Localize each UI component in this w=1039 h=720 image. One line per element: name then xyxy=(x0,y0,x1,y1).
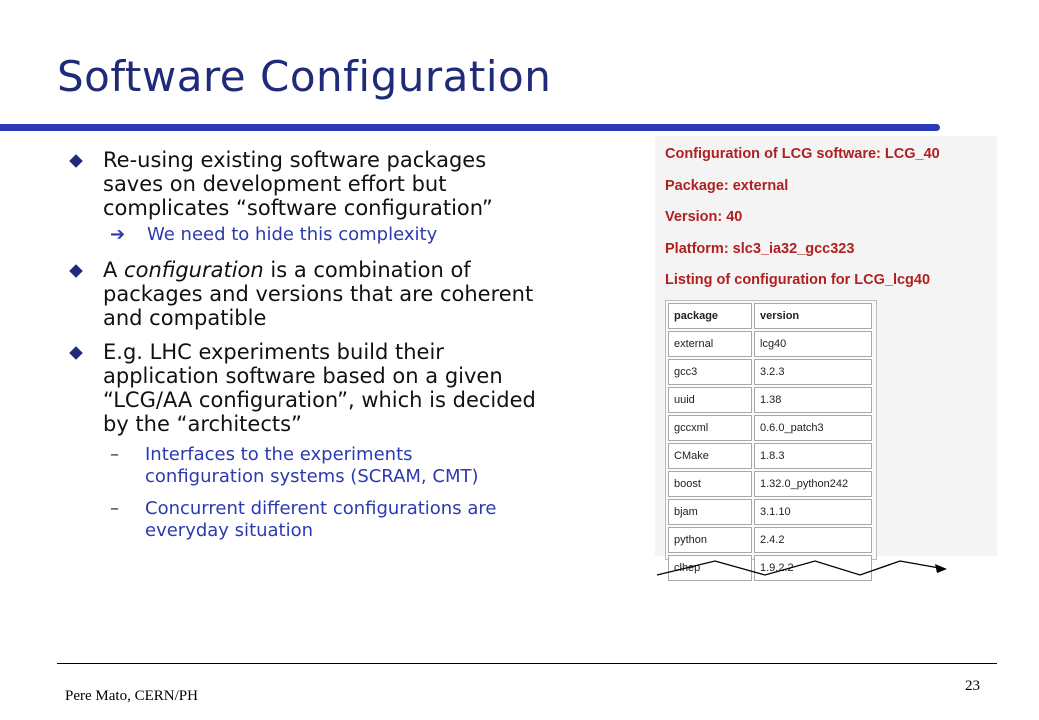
diamond-bullet-icon xyxy=(69,154,83,168)
column-header-version: version xyxy=(754,303,872,329)
config-heading: Configuration of LCG software: LCG_40 xyxy=(665,146,940,162)
sub-point-hide-complexity: ➔ We need to hide this complexity xyxy=(110,224,438,245)
torn-edge-arrow xyxy=(655,555,955,581)
bullet-lhc-experiments: E.g. LHC experiments build their application software based on a given “LCG/AA configuration”, which is decided by the “architects” xyxy=(70,340,630,436)
table-row xyxy=(668,387,872,413)
table-header-row xyxy=(668,303,872,329)
arrow-icon: ➔ xyxy=(110,224,126,245)
table-row xyxy=(668,471,872,497)
dash-bullet: – xyxy=(110,498,119,519)
package-cell: python xyxy=(668,527,752,553)
sub-point-concurrent: – Concurrent different configurations are everyday situation xyxy=(110,498,497,541)
version-cell: 1.38 xyxy=(754,387,872,413)
package-cell: gccxml xyxy=(668,415,752,441)
bullet-list xyxy=(70,148,630,542)
version-cell: 0.6.0_patch3 xyxy=(754,415,872,441)
version-cell: lcg40 xyxy=(754,331,872,357)
platform-heading: Platform: slc3_ia32_gcc323 xyxy=(665,241,855,257)
diamond-bullet-icon xyxy=(69,346,83,360)
title-underline xyxy=(0,124,940,131)
page-number: 23 xyxy=(965,678,980,694)
package-cell: gcc3 xyxy=(668,359,752,385)
table-row xyxy=(668,415,872,441)
package-cell: uuid xyxy=(668,387,752,413)
column-header-package: package xyxy=(668,303,752,329)
version-cell: 1.9.2.2 xyxy=(754,555,872,581)
slide-title: Software Configuration xyxy=(57,52,552,101)
table-row xyxy=(668,359,872,385)
bullet-configuration-definition: A configuration is a combination of packages and versions that are coherent and compatible xyxy=(70,258,630,330)
listing-heading: Listing of configuration for LCG_lcg40 xyxy=(665,272,931,288)
version-cell: 1.32.0_python242 xyxy=(754,471,872,497)
table-row xyxy=(668,331,872,357)
package-heading: Package: external xyxy=(665,178,789,194)
table-row xyxy=(668,527,872,553)
package-cell: clhep xyxy=(668,555,752,581)
sub-point-interfaces: – Interfaces to the experiments configuration systems (SCRAM, CMT) xyxy=(110,444,479,487)
package-cell: external xyxy=(668,331,752,357)
package-cell: CMake xyxy=(668,443,752,469)
version-cell: 1.8.3 xyxy=(754,443,872,469)
table-row xyxy=(668,499,872,525)
package-cell: bjam xyxy=(668,499,752,525)
package-cell: boost xyxy=(668,471,752,497)
footer-divider xyxy=(57,663,997,664)
diamond-bullet-icon xyxy=(69,264,83,278)
config-table xyxy=(666,301,874,583)
version-cell: 3.1.10 xyxy=(754,499,872,525)
version-cell: 2.4.2 xyxy=(754,527,872,553)
config-table-container xyxy=(665,300,877,574)
dash-bullet: – xyxy=(110,444,119,465)
version-heading: Version: 40 xyxy=(665,209,743,225)
bullet-reuse: Re-using existing software packages saves on development effort but complicates “software configuration” xyxy=(70,148,630,220)
footer-author: Pere Mato, CERN/PH xyxy=(65,688,198,704)
version-cell: 3.2.3 xyxy=(754,359,872,385)
table-row xyxy=(668,443,872,469)
